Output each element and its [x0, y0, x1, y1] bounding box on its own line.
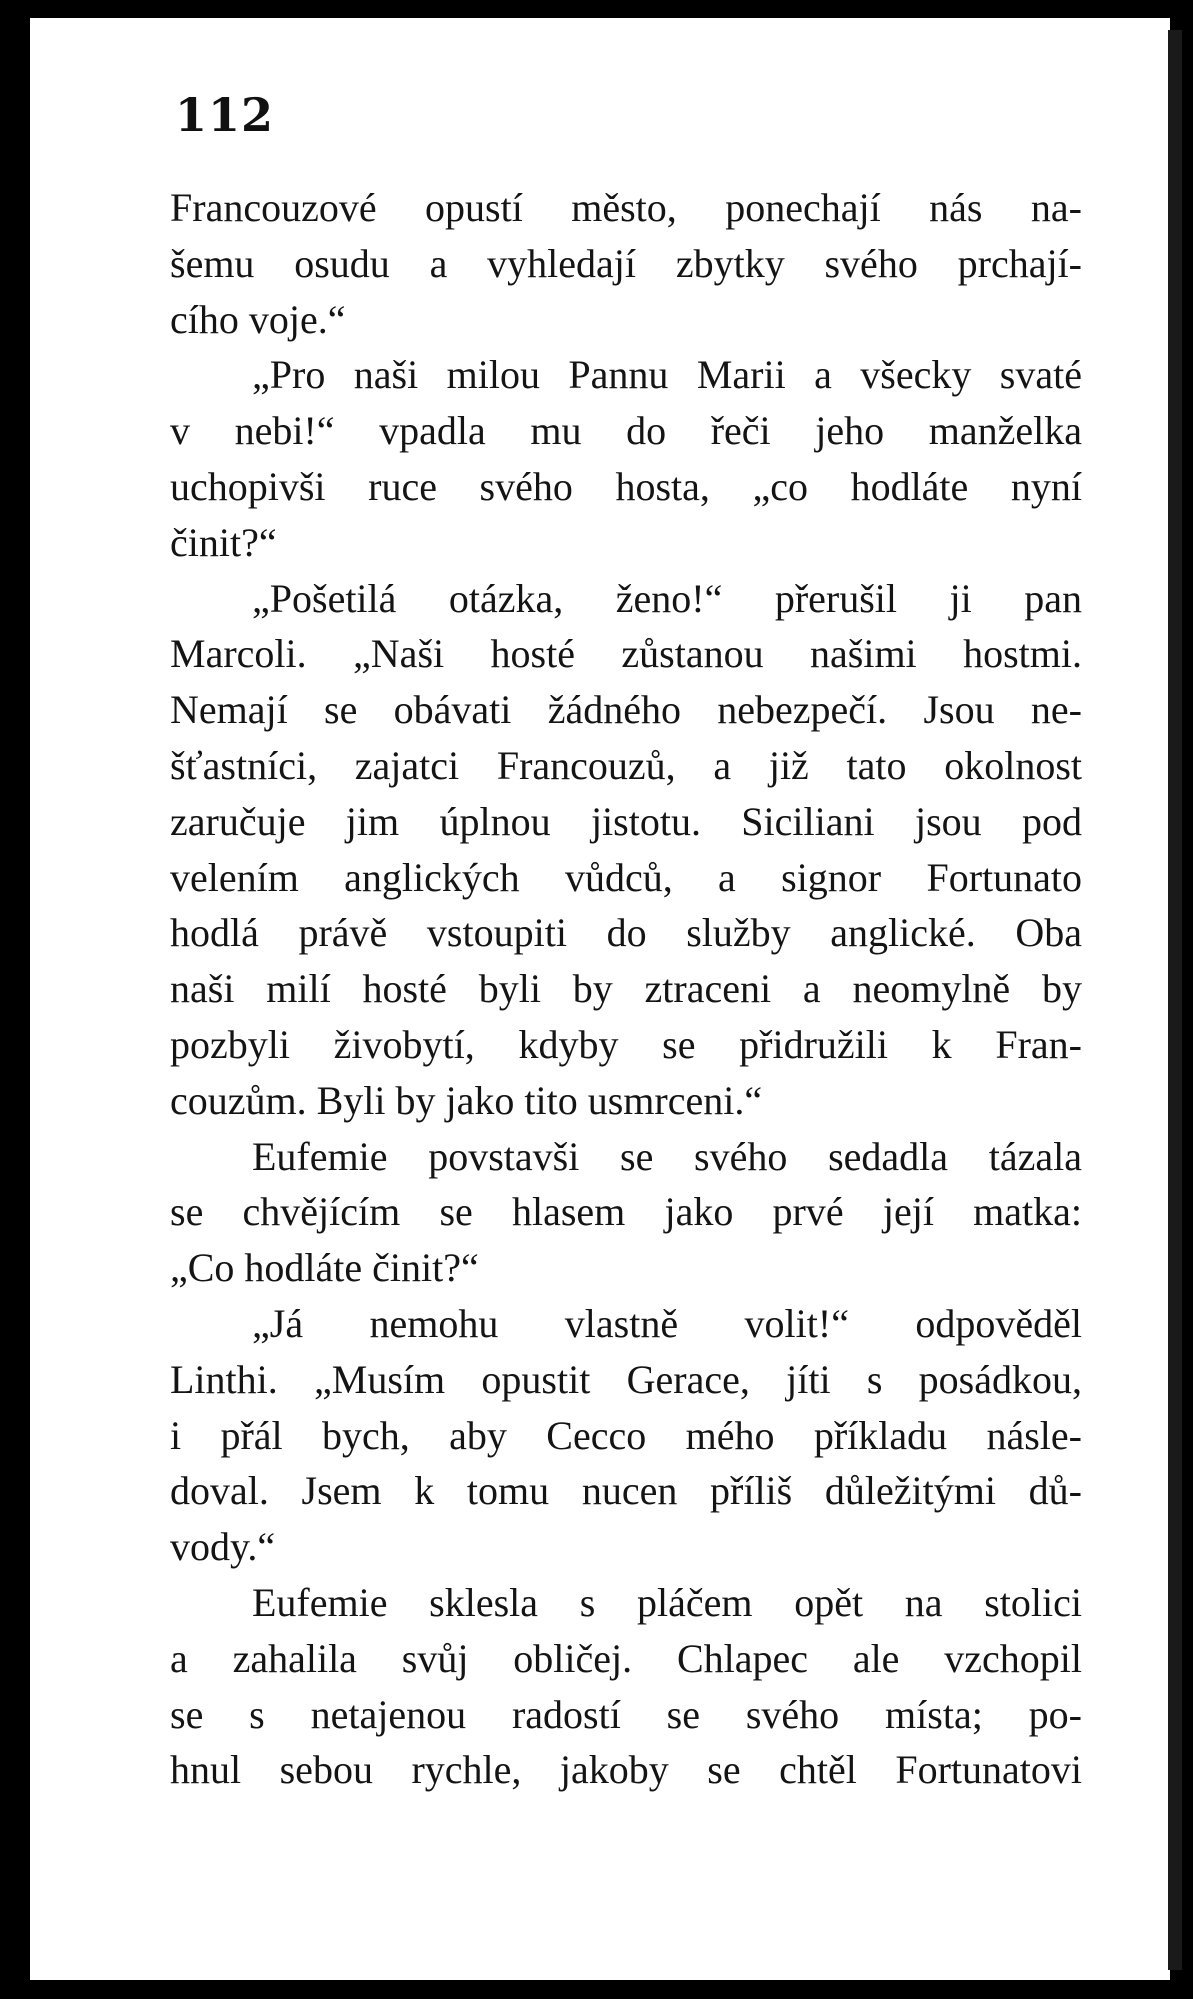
- text-line: šemu osudu a vyhledají zbytky svého prchají-: [170, 240, 1082, 286]
- text-line: Eufemie povstavši se svého sedadla tázala: [252, 1133, 1082, 1179]
- text-line: i přál bych, aby Cecco mého příkladu násle-: [170, 1412, 1082, 1458]
- text-line: Linthi. „Musím opustit Gerace, jíti s posádkou,: [170, 1356, 1082, 1402]
- text-line: se s netajenou radostí se svého místa; po-: [170, 1691, 1082, 1737]
- text-line: vody.“: [170, 1524, 276, 1570]
- text-line: „Pošetilá otázka, ženo!“ přerušil ji pan: [252, 575, 1082, 621]
- page-edge-shadow: [1168, 30, 1182, 1970]
- text-line: „Já nemohu vlastně volit!“ odpověděl: [252, 1300, 1082, 1346]
- text-line: hodlá právě vstoupiti do služby anglické. Oba: [170, 910, 1082, 956]
- text-line: Francouzové opustí město, ponechají nás na-: [170, 185, 1082, 230]
- text-line: Marcoli. „Naši hosté zůstanou našimi hostmi.: [170, 631, 1082, 677]
- text-line: a zahalila svůj obličej. Chlapec ale vzchopil: [170, 1635, 1082, 1681]
- page-number: 112: [175, 88, 275, 142]
- text-line: uchopivši ruce svého hosta, „co hodláte nyní: [170, 463, 1082, 509]
- text-line: v nebi!“ vpadla mu do řeči jeho manželka: [170, 408, 1082, 454]
- text-line: Nemají se obávati žádného nebezpečí. Jsou ne-: [170, 687, 1082, 733]
- body-text: [170, 180, 1082, 1798]
- text-line: činit?“: [170, 519, 277, 565]
- text-line: couzům. Byli by jako tito usmrceni.“: [170, 1077, 763, 1123]
- text-line: šťastníci, zajatci Francouzů, a již tato okolnost: [170, 742, 1082, 788]
- text-line: cího voje.“: [170, 296, 346, 342]
- text-line: velením anglických vůdců, a signor Fortunato: [170, 854, 1082, 900]
- text-line: zaručuje jim úplnou jistotu. Siciliani jsou pod: [170, 798, 1082, 844]
- text-line: „Pro naši milou Pannu Marii a všecky svaté: [252, 352, 1082, 398]
- text-line: se chvějícím se hlasem jako prvé její matka:: [170, 1189, 1082, 1235]
- text-line: „Co hodláte činit?“: [170, 1245, 479, 1291]
- text-line: Eufemie sklesla s pláčem opět na stolici: [252, 1579, 1082, 1625]
- text-line: pozbyli živobytí, kdyby se přidružili k Fran-: [170, 1021, 1082, 1067]
- text-line: naši milí hosté byli by ztraceni a neomylně by: [170, 966, 1082, 1012]
- text-line: hnul sebou rychle, jakoby se chtěl Fortunatovi: [170, 1747, 1082, 1793]
- text-line: doval. Jsem k tomu nucen příliš důležitými dů-: [170, 1468, 1082, 1514]
